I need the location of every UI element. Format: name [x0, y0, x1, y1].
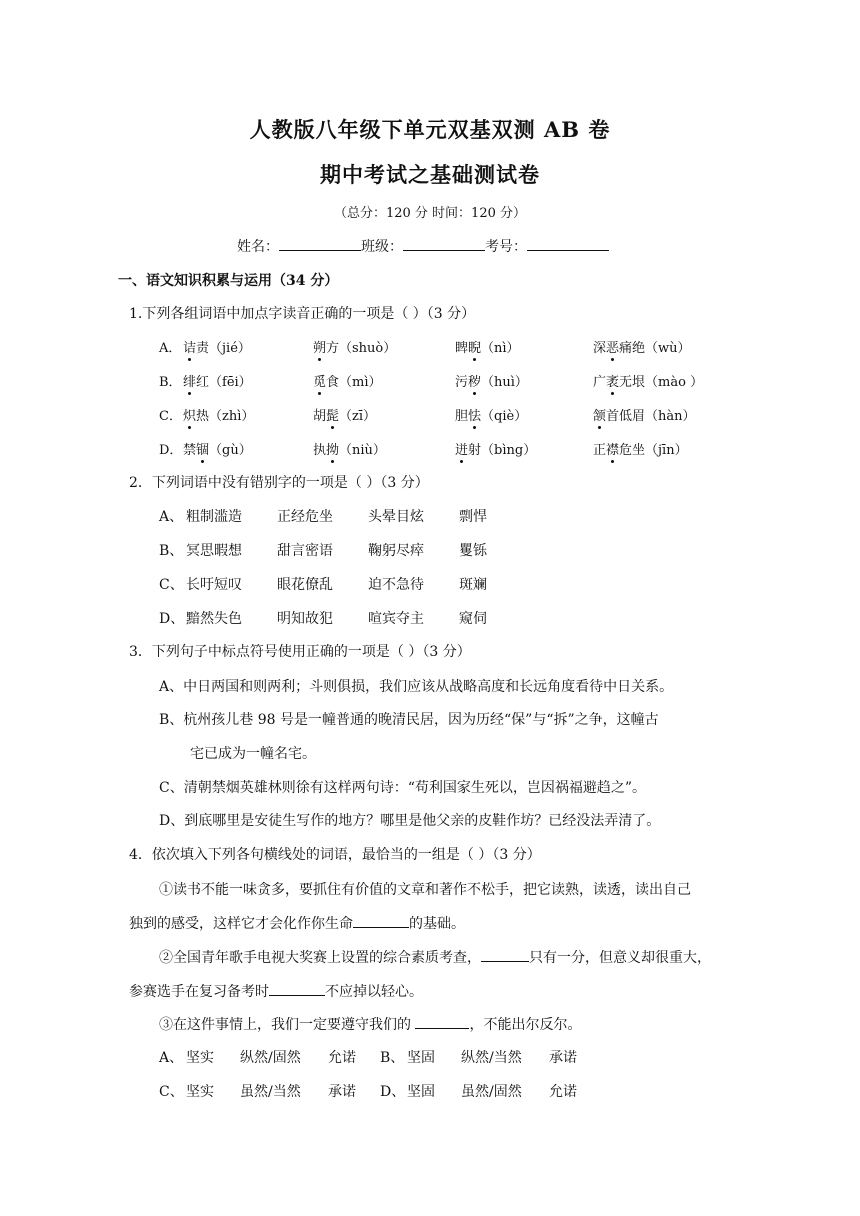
q1-word-item	[183, 439, 252, 458]
name-blank	[279, 238, 361, 251]
word-part-with-pinyin: 方（shuò）	[326, 341, 397, 356]
word-part-with-pinyin: 无垠（mào ）	[619, 375, 704, 390]
q2-option-label: A、	[159, 509, 184, 525]
question-4-sentence-2	[159, 947, 711, 967]
question-1-stem: 1.下列各组词语中加点字读音正确的一项是（ ）（3 分）	[129, 306, 476, 322]
question-4-stem: 4．依次填入下列各句横线处的词语，最恰当的一组是（ ）（3 分）	[129, 847, 541, 863]
q1-word-item	[313, 405, 376, 424]
question-4-sentence-3	[159, 1014, 581, 1034]
word-part-with-pinyin: （gù）	[209, 443, 252, 458]
q1-word-item	[593, 405, 696, 424]
q2-word: 粗制滥造	[186, 509, 242, 525]
q2-word: 剽悍	[459, 509, 487, 525]
q2-word: 矍铄	[459, 543, 487, 559]
q1-word-item	[313, 439, 386, 458]
q4-option-word-1: 坚固	[407, 1050, 435, 1066]
exam-subtitle-title: 期中考试之基础测试卷	[320, 162, 540, 187]
word-part-with-pinyin: （zī）	[339, 409, 377, 424]
sentence-2-text-post: 只有一分，但意义却很重大，	[529, 950, 711, 966]
q2-word: 甜言密语	[277, 543, 333, 559]
word-part: 污	[455, 375, 469, 390]
q4-option-word-1: 坚实	[186, 1084, 214, 1100]
question-3-option-b-cont: 宅已成为一幢名宅。	[190, 746, 316, 762]
q1-word-item	[313, 371, 382, 390]
question-4-sentence-1-cont	[129, 913, 465, 933]
q4-option-word-1: 坚固	[407, 1084, 435, 1100]
word-part-with-pinyin: 红（fēi）	[196, 375, 252, 390]
q2-word: 黯然失色	[186, 611, 242, 627]
word-part-with-pinyin: （niù）	[339, 443, 386, 458]
q2-option-label: D、	[159, 611, 185, 627]
word-part-with-pinyin: 射（bìng）	[468, 443, 537, 458]
dotted-character: 拗	[326, 443, 340, 458]
dotted-character: 襟	[606, 443, 620, 458]
word-part-with-pinyin: 责（jié）	[196, 341, 251, 356]
word-part: 广	[593, 375, 607, 390]
sentence-3-text-pre: ③在这件事情上，我们一定要遵守我们的	[159, 1017, 416, 1033]
q1-word-item	[455, 439, 536, 458]
section-heading: 一、语文知识积累与运用（34 分）	[118, 273, 339, 289]
q2-word: 冥思暇想	[186, 543, 242, 559]
q4-option-word-2: 虽然/固然	[461, 1084, 522, 1100]
dotted-character: 袤	[606, 375, 620, 390]
question-3-option-d: D、到底哪里是安徒生写作的地方？哪里是他父亲的皮鞋作坊？已经没法弄清了。	[159, 813, 661, 829]
q2-word: 鞠躬尽瘁	[368, 543, 424, 559]
q2-word: 头晕目炫	[368, 509, 424, 525]
q2-word: 迫不急待	[368, 577, 424, 593]
q4-option-word-3: 允诺	[549, 1084, 577, 1100]
class-blank	[403, 238, 485, 251]
q4-option-word-1: 坚实	[186, 1050, 214, 1066]
q4-option-label: B、	[380, 1050, 405, 1066]
word-part: 深	[593, 341, 607, 356]
dotted-character: 恶	[606, 341, 620, 356]
sentence-1-blank	[353, 914, 409, 928]
q2-word: 明知故犯	[277, 611, 333, 627]
sentence-1-text-post: 的基础。	[409, 916, 465, 932]
word-part-with-pinyin: 热（zhì）	[196, 409, 255, 424]
question-3-option-a: A、中日两国和则两利；斗则俱损，我们应该从战略高度和长远角度看待中日关系。	[159, 679, 674, 695]
word-part: 禁	[183, 443, 197, 458]
q1-word-item	[183, 371, 252, 390]
q4-option-word-2: 虽然/当然	[240, 1084, 301, 1100]
question-4-sentence-2-cont	[129, 981, 423, 1001]
q1-word-item	[313, 337, 396, 356]
question-3-option-c: C、清朝禁烟英雄林则徐有这样两句诗：“苟利国家生死以，岂因祸福避趋之”。	[159, 780, 647, 796]
q1-word-item	[183, 337, 251, 356]
number-blank	[527, 238, 609, 251]
question-4-sentence-1: ①读书不能一味贪多，要抓住有价值的文章和著作不松手，把它读熟，读透，读出自己	[159, 882, 691, 898]
q4-option-word-2: 纵然/固然	[240, 1050, 301, 1066]
q1-word-item	[455, 371, 528, 390]
q4-option-word-2: 纵然/当然	[461, 1050, 522, 1066]
dotted-character: 怯	[468, 409, 482, 424]
q2-word: 长吁短叹	[186, 577, 242, 593]
q1-word-item	[593, 439, 688, 458]
dotted-character: 秽	[468, 375, 482, 390]
q2-word: 正经危坐	[277, 509, 333, 525]
score-time-info: （总分：120 分 时间：120 分）	[333, 206, 527, 221]
name-label: 姓名：	[237, 239, 279, 255]
number-label: 考号：	[485, 239, 527, 255]
dotted-character: 绯	[183, 375, 197, 390]
exam-title: 人教版八年级下单元双基双测 AB 卷	[249, 117, 611, 142]
sentence-2-blank-2	[269, 982, 325, 996]
q4-option-word-3: 承诺	[549, 1050, 577, 1066]
dotted-character: 颔	[593, 409, 607, 424]
word-part-with-pinyin: 食（mì）	[326, 375, 382, 390]
word-part-with-pinyin: 痛绝（wù）	[619, 341, 691, 356]
q1-word-item	[593, 371, 703, 390]
q4-option-word-3: 承诺	[328, 1084, 356, 1100]
q1-word-item	[593, 337, 691, 356]
sentence-2b-text-post: 不应掉以轻心。	[325, 984, 423, 1000]
q4-option-label: A、	[159, 1050, 184, 1066]
sentence-3-blank	[415, 1015, 469, 1029]
word-part-with-pinyin: （qiè）	[481, 409, 528, 424]
dotted-character: 朔	[313, 341, 327, 356]
sentence-2-text-pre: ②全国青年歌手电视大奖赛上设置的综合素质考查，	[159, 950, 481, 966]
word-part-with-pinyin: 危坐（jīn）	[619, 443, 688, 458]
question-3-option-b: B、杭州孩儿巷 98 号是一幢普通的晚清民居，因为历经“保”与“拆”之争，这幢古	[159, 712, 659, 728]
q4-option-label: C、	[159, 1084, 184, 1100]
student-info-row	[237, 236, 609, 256]
sentence-3-text-post: ，不能出尔反尔。	[469, 1017, 582, 1033]
dotted-character: 髭	[326, 409, 340, 424]
q1-option-label: A．	[159, 341, 182, 356]
word-part-with-pinyin: 首低眉（hàn）	[606, 409, 696, 424]
q1-word-item	[455, 405, 527, 424]
dotted-character: 觅	[313, 375, 327, 390]
sentence-1-text-pre: 独到的感受，这样它才会化作你生命	[129, 916, 353, 932]
q1-option-label: C．	[159, 409, 182, 424]
q1-option-label: D．	[159, 443, 183, 458]
dotted-character: 锢	[196, 443, 210, 458]
dotted-character: 炽	[183, 409, 197, 424]
question-3-stem: 3．下列句子中标点符号使用正确的一项是（ ）（3 分）	[129, 644, 471, 660]
q2-word: 斑斓	[459, 577, 487, 593]
question-2-stem: 2．下列词语中没有错别字的一项是（ ）（3 分）	[129, 475, 429, 491]
word-part: 胡	[313, 409, 327, 424]
dotted-character: 诘	[183, 341, 197, 356]
q1-option-label: B．	[159, 375, 182, 390]
class-label: 班级：	[361, 239, 403, 255]
q4-option-label: D、	[380, 1084, 406, 1100]
q2-option-label: B、	[159, 543, 184, 559]
q4-option-word-3: 允诺	[328, 1050, 356, 1066]
sentence-2-blank-1	[481, 948, 529, 962]
q1-word-item	[183, 405, 254, 424]
dotted-character: 睨	[468, 341, 482, 356]
word-part-with-pinyin: （huì）	[481, 375, 528, 390]
word-part: 睥	[455, 341, 469, 356]
word-part: 执	[313, 443, 327, 458]
dotted-character: 迸	[455, 443, 469, 458]
sentence-2b-text-pre: 参赛选手在复习备考时	[129, 984, 269, 1000]
word-part-with-pinyin: （nì）	[481, 341, 520, 356]
q2-word: 窥伺	[459, 611, 487, 627]
q2-word: 眼花僚乱	[277, 577, 333, 593]
q2-option-label: C、	[159, 577, 184, 593]
word-part: 正	[593, 443, 607, 458]
q1-word-item	[455, 337, 520, 356]
word-part: 胆	[455, 409, 469, 424]
q2-word: 喧宾夺主	[368, 611, 424, 627]
